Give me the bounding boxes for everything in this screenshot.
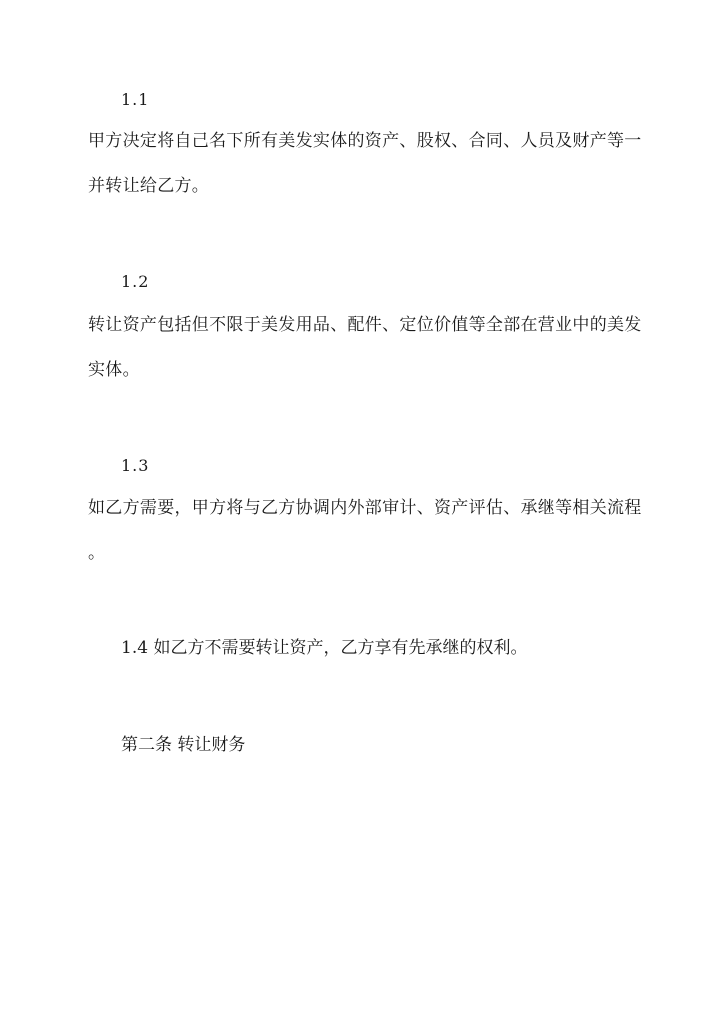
clause-1-2-line-1: 转让资产包括但不限于美发用品、配件、定位价值等全部在营业中的美发: [88, 315, 642, 335]
clause-1-1-line-1: 甲方决定将自己名下所有美发实体的资产、股权、合同、人员及财产等一: [88, 131, 642, 151]
clause-1-1-number: 1.1: [121, 90, 150, 109]
clause-1-3-line-1: 如乙方需要，甲方将与乙方协调内外部审计、资产评估、承继等相关流程: [88, 498, 642, 518]
clause-1-2-number: 1.2: [121, 272, 150, 291]
clause-1-1-line-2: 并转让给乙方。: [88, 176, 210, 196]
clause-1-3-line-2: 。: [88, 543, 106, 563]
clause-1-3-number: 1.3: [121, 456, 150, 475]
article-two-heading: 第二条 转让财务: [121, 735, 246, 755]
clause-1-4-text: 1.4 如乙方不需要转让资产，乙方享有先承继的权利。: [121, 638, 528, 658]
clause-1-2-line-2: 实体。: [88, 360, 140, 380]
